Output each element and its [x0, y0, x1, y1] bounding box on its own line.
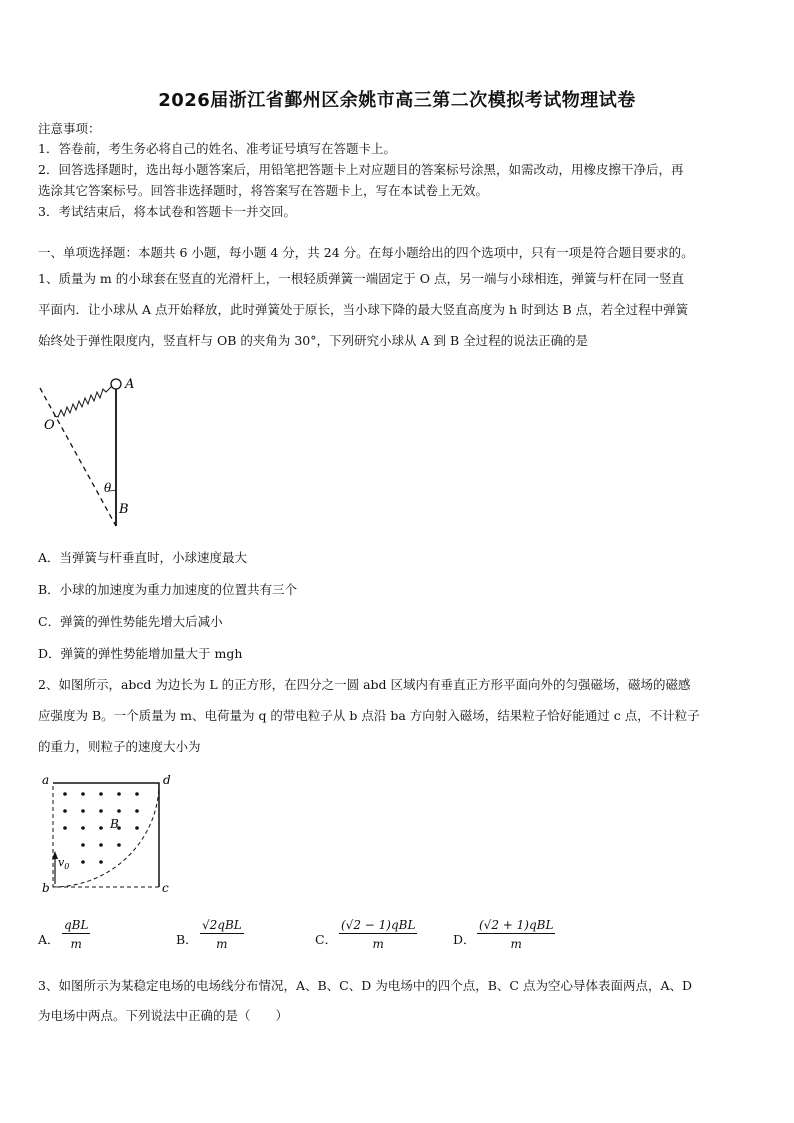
section-heading: 一、单项选择题：本题共 6 小题，每小题 4 分，共 24 分。在每小题给出的四个选项中，只有一项是符合题目要求的。	[38, 245, 694, 260]
field-dot-icon	[117, 843, 121, 847]
q3-stem-line: 为电场中两点。下列说法中正确的是（ ）	[38, 1008, 289, 1023]
fraction-numerator: qBL	[64, 918, 89, 932]
q1-option-d: D．弹簧的弹性势能增加量大于 mgh	[38, 646, 243, 661]
option-label: A．	[38, 932, 60, 947]
label-b: b	[42, 881, 50, 895]
q1-stem-line: 平面内．让小球从 A 点开始释放，此时弹簧处于原长，当小球下降的最大竖直高度为 h 时到达 B 点，若全过程中弹簧	[38, 302, 689, 317]
label-c: c	[162, 881, 169, 895]
field-dot-icon	[99, 792, 103, 796]
fraction	[200, 918, 244, 951]
q1-option-a: A．当弹簧与杆垂直时，小球速度最大	[38, 550, 248, 565]
label-o: O	[44, 418, 55, 433]
field-dot-icon	[99, 860, 103, 864]
field-dot-icon	[81, 826, 85, 830]
option-label: D．	[453, 932, 476, 947]
fraction-denominator: m	[216, 937, 228, 951]
square-dashed	[53, 783, 159, 887]
field-dot-icon	[117, 792, 121, 796]
label-field-b: B	[110, 817, 119, 831]
q3-stem-line: 3、如图所示为某稳定电场的电场线分布情况，A、B、C、D 为电场中的四个点，B、C 点为空心导体表面两点，A、D	[38, 978, 692, 993]
field-dot-icon	[117, 809, 121, 813]
field-dot-icon	[81, 792, 85, 796]
exam-title: 2026届浙江省鄞州区余姚市高三第二次模拟考试物理试卷	[158, 90, 636, 111]
q1-option-b: B．小球的加速度为重力加速度的位置共有三个	[38, 582, 298, 597]
q2-option-a	[38, 918, 158, 962]
fraction	[477, 918, 555, 951]
field-dot-icon	[63, 792, 67, 796]
field-dot-icon	[135, 792, 139, 796]
label-d: d	[163, 773, 171, 787]
notice-item: 1．答卷前，考生务必将自己的姓名、准考证号填写在答题卡上。	[38, 141, 396, 156]
q2-magnetic-field-figure	[36, 772, 186, 896]
q2-stem-line: 2、如图所示，abcd 为边长为 L 的正方形，在四分之一圆 abd 区域内有垂直正方形平面向外的匀强磁场，磁场的磁感	[38, 677, 691, 692]
label-a: A	[125, 377, 135, 392]
field-dot-icon	[135, 809, 139, 813]
notice-heading: 注意事项：	[38, 121, 101, 136]
q2-option-c	[315, 918, 445, 962]
option-label: B．	[176, 932, 198, 947]
field-dot-icon	[99, 809, 103, 813]
q2-option-b	[176, 918, 296, 962]
notice-item: 3．考试结束后，将本试卷和答题卡一并交回。	[38, 204, 296, 219]
field-dot-icon	[99, 843, 103, 847]
field-dot-icon	[135, 826, 139, 830]
fraction-numerator: (√2 − 1)qBL	[341, 918, 416, 932]
field-dot-icon	[63, 809, 67, 813]
field-dot-icon	[81, 860, 85, 864]
field-dot-icon	[81, 843, 85, 847]
field-dot-icon	[99, 826, 103, 830]
q1-stem-line: 始终处于弹性限度内，竖直杆与 OB 的夹角为 30°，下列研究小球从 A 到 B 全过程的说法正确的是	[38, 333, 589, 348]
label-theta: θ	[104, 481, 112, 495]
quarter-arc	[53, 783, 159, 887]
notice-item: 选涂其它答案标号。回答非选择题时，将答案写在答题卡上，写在本试卷上无效。	[38, 183, 489, 198]
option-label: C．	[315, 932, 338, 947]
fraction-denominator: m	[372, 937, 384, 951]
spring-icon	[54, 386, 112, 417]
label-a: a	[42, 773, 50, 787]
label-b: B	[119, 502, 129, 517]
q2-option-d	[453, 918, 583, 962]
fraction-numerator: (√2 + 1)qBL	[479, 918, 554, 932]
ob-dashed-line	[40, 388, 116, 526]
fraction-denominator: m	[70, 937, 82, 951]
q2-stem-line: 应强度为 B。一个质量为 m、电荷量为 q 的带电粒子从 b 点沿 ba 方向射入磁场，结果粒子恰好能通过 c 点，不计粒子	[38, 708, 700, 723]
q2-stem-line: 的重力，则粒子的速度大小为	[38, 739, 201, 754]
notice-item: 2．回答选择题时，选出每小题答案后，用铅笔把答题卡上对应题目的答案标号涂黑，如需改动，用橡皮擦干净后，再	[38, 162, 684, 177]
field-dots	[63, 792, 139, 864]
fraction	[62, 918, 90, 951]
q1-spring-figure	[34, 370, 144, 530]
q1-option-c: C．弹簧的弹性势能先增大后减小	[38, 614, 223, 629]
ball-ring-icon	[111, 379, 121, 389]
fraction-denominator: m	[510, 937, 522, 951]
q1-stem-line: 1、质量为 m 的小球套在竖直的光滑杆上，一根轻质弹簧一端固定于 O 点，另一端与小球相连，弹簧与杆在同一竖直	[38, 271, 684, 286]
fraction-numerator: √2qBL	[202, 918, 242, 932]
square-solid-edge	[53, 783, 159, 887]
fraction	[339, 918, 417, 951]
field-dot-icon	[63, 826, 67, 830]
field-dot-icon	[81, 809, 85, 813]
label-v0: $v_0$	[58, 856, 70, 871]
